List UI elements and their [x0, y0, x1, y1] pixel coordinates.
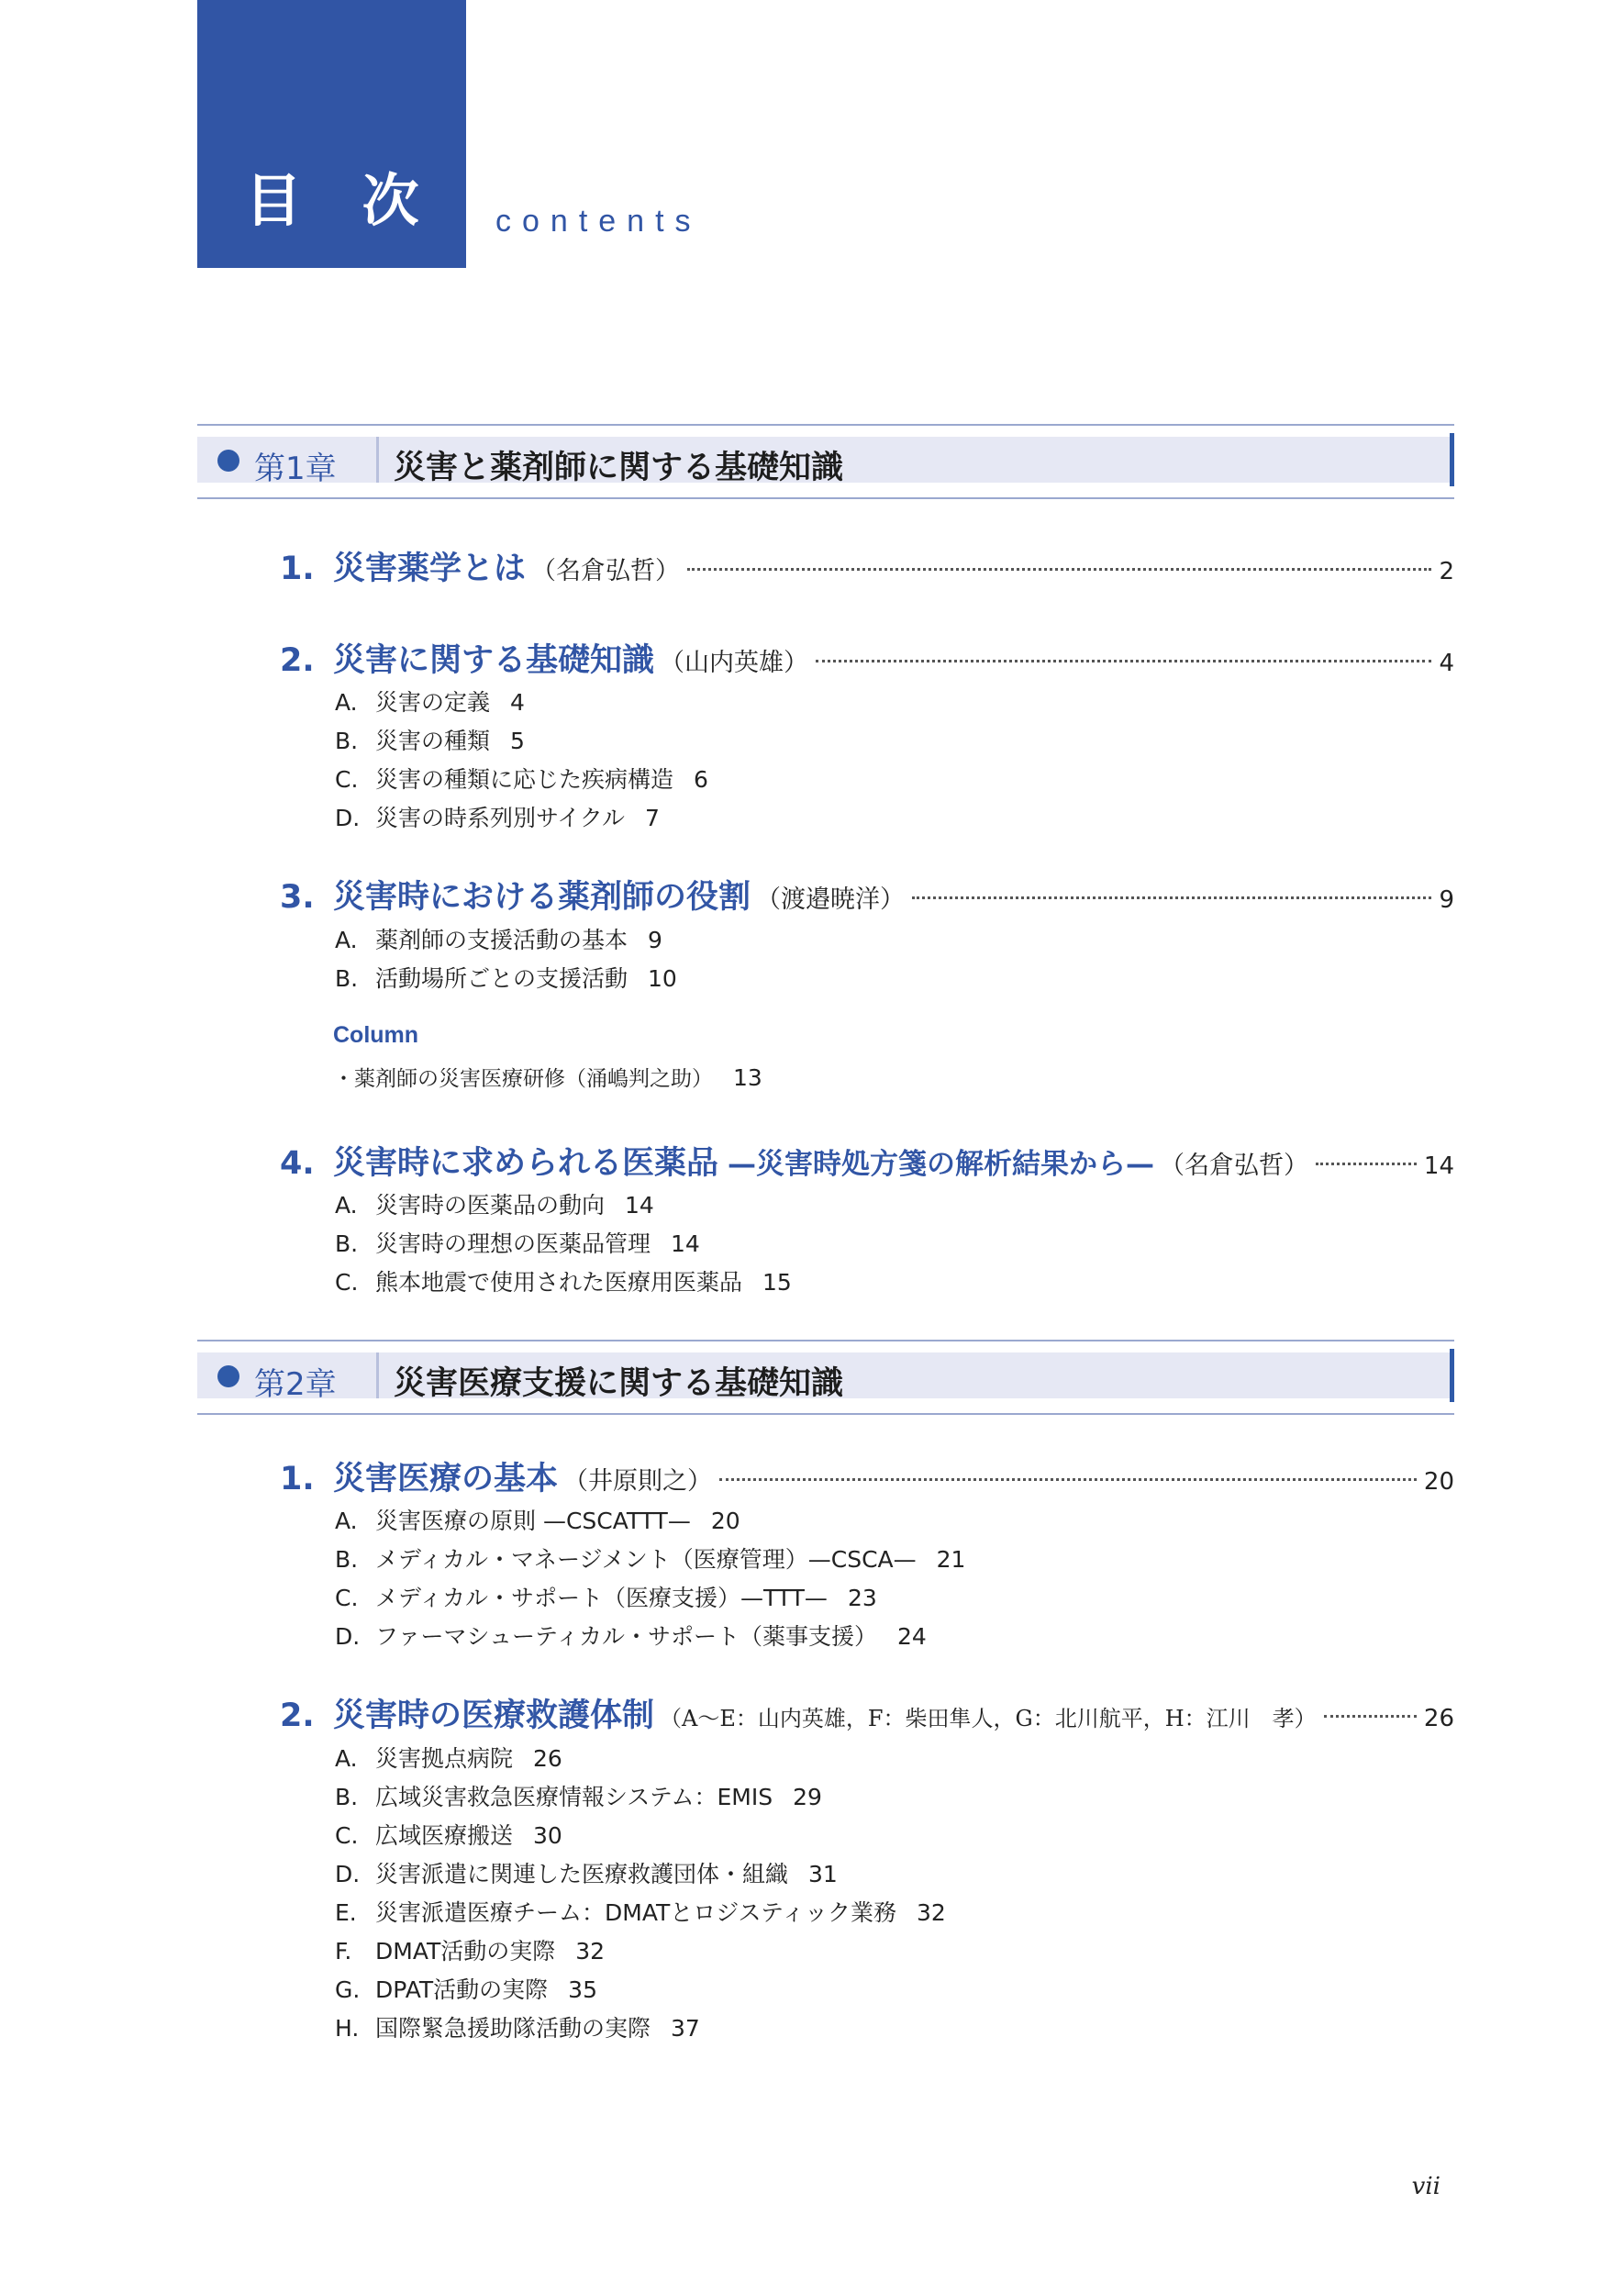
item-page: 20 [710, 1508, 740, 1534]
item-letter: D. [335, 1623, 361, 1650]
item-text: 災害時の医薬品の動向 [375, 1192, 606, 1219]
section-page: 4 [1439, 650, 1454, 677]
toc-item[interactable] [335, 807, 660, 829]
page-subtitle: contents [495, 204, 702, 239]
item-letter: A. [335, 1508, 358, 1534]
item-page: 14 [671, 1230, 700, 1257]
toc-item[interactable] [335, 729, 525, 752]
item-text: DPAT活動の実際 [375, 1976, 549, 2003]
item-letter: C. [335, 1269, 359, 1296]
divider [376, 437, 379, 483]
toc-item[interactable] [335, 1747, 562, 1770]
divider [376, 1352, 379, 1398]
item-letter: D. [335, 1861, 361, 1887]
section-number: 2. [280, 642, 315, 679]
item-text: 災害派遣医療チーム：DMATとロジスティック業務 [375, 1899, 897, 1926]
item-letter: B. [335, 1784, 359, 1810]
item-letter: C. [335, 1585, 359, 1611]
section-number: 3. [280, 879, 315, 916]
item-text: 災害の種類 [375, 728, 491, 754]
toc-section[interactable] [280, 872, 1454, 916]
column-page: 13 [733, 1064, 762, 1091]
toc-item[interactable] [335, 1901, 946, 1924]
item-page: 35 [568, 1976, 597, 2003]
toc-section[interactable] [280, 1453, 1454, 1497]
leader-dots [719, 1477, 1417, 1481]
section-number: 2. [280, 1697, 315, 1734]
section-author: （井原則之） [563, 1467, 713, 1496]
item-page: 31 [808, 1861, 838, 1887]
item-letter: A. [335, 1745, 358, 1772]
toc-section[interactable] [280, 1138, 1454, 1182]
section-page: 20 [1423, 1468, 1454, 1496]
item-text: メディカル・マネージメント（医療管理）—CSCA— [375, 1546, 917, 1573]
toc-item[interactable] [335, 1232, 700, 1255]
chapter-number: 第2章 [254, 1366, 337, 1403]
section-number: 1. [280, 551, 315, 587]
item-letter: B. [335, 728, 359, 754]
chapter-title: 災害医療支援に関する基礎知識 [394, 1365, 844, 1402]
item-page: 7 [645, 805, 660, 831]
section-author: （山内英雄） [660, 649, 809, 677]
item-page: 21 [936, 1546, 966, 1573]
section-title: 災害医療の基本 [333, 1461, 559, 1497]
item-letter: B. [335, 1230, 359, 1257]
section-title: 災害時の医療救護体制 [333, 1697, 655, 1734]
page-title: 目 次 [245, 167, 439, 234]
toc-section[interactable] [280, 1690, 1454, 1734]
item-page: 32 [575, 1938, 606, 1965]
section-page: 2 [1439, 558, 1454, 585]
item-page: 32 [917, 1899, 946, 1926]
item-text: 災害拠点病院 [375, 1745, 514, 1772]
toc-item[interactable] [335, 1978, 597, 2001]
item-page: 37 [671, 2015, 700, 2042]
toc-item[interactable] [335, 1194, 654, 1217]
item-text: 薬剤師の支援活動の基本 [375, 927, 628, 953]
leader-dots [912, 896, 1431, 899]
section-author: （A～E：山内英雄，F：柴田隼人，G：北川航平，H：江川 孝） [660, 1706, 1317, 1731]
item-text: 災害の時系列別サイクル [375, 805, 626, 831]
column-item[interactable] [333, 1062, 762, 1092]
toc-item[interactable] [335, 1824, 562, 1847]
item-letter: D. [335, 805, 361, 831]
item-text: 広域災害救急医療情報システム：EMIS [375, 1784, 773, 1810]
section-title: 災害時における薬剤師の役割 [333, 879, 751, 916]
item-letter: G. [335, 1976, 361, 2003]
item-text: 災害の定義 [375, 689, 491, 716]
item-text: 国際緊急援助隊活動の実際 [375, 2015, 651, 2042]
toc-item[interactable] [335, 929, 662, 952]
toc-item[interactable] [335, 691, 525, 714]
toc-item[interactable] [335, 1625, 927, 1648]
toc-item[interactable] [335, 1509, 740, 1532]
leader-dots [1316, 1162, 1417, 1165]
section-page: 9 [1439, 886, 1454, 914]
item-text: 広域医療搬送 [375, 1822, 514, 1849]
item-letter: A. [335, 689, 358, 716]
title-block [197, 0, 466, 268]
item-page: 10 [648, 965, 677, 992]
section-subtitle: —災害時処方箋の解析結果から— [728, 1148, 1155, 1181]
item-letter: C. [335, 766, 359, 793]
item-text: DMAT活動の実際 [375, 1938, 556, 1965]
toc-section[interactable] [280, 543, 1454, 587]
chapter-title: 災害と薬剤師に関する基礎知識 [394, 450, 844, 486]
item-text: ファーマシューティカル・サポート（薬事支援） [375, 1623, 878, 1650]
toc-item[interactable] [335, 2017, 700, 2040]
section-page: 26 [1423, 1705, 1454, 1732]
item-letter: H. [335, 2015, 360, 2042]
section-page: 14 [1423, 1152, 1454, 1180]
item-page: 30 [533, 1822, 562, 1849]
leader-dots [1324, 1714, 1417, 1718]
item-page: 23 [847, 1585, 877, 1611]
item-page: 4 [510, 689, 525, 716]
item-letter: E. [335, 1899, 357, 1926]
item-letter: A. [335, 927, 358, 953]
item-text: 災害の種類に応じた疾病構造 [375, 766, 674, 793]
hexagon-bullet-icon [217, 450, 239, 472]
item-text: 活動場所ごとの支援活動 [375, 965, 628, 992]
accent-bar [1450, 433, 1454, 486]
section-title: 災害に関する基礎知識 [333, 642, 655, 679]
item-text: 災害時の理想の医薬品管理 [375, 1230, 651, 1257]
section-title: 災害薬学とは [333, 551, 527, 587]
toc-item[interactable] [335, 967, 677, 990]
toc-item[interactable] [335, 1271, 792, 1294]
section-number: 1. [280, 1461, 315, 1497]
section-author: （渡邉暁洋） [756, 885, 906, 914]
item-page: 9 [648, 927, 662, 953]
accent-bar [1450, 1349, 1454, 1402]
toc-item[interactable] [335, 1548, 965, 1571]
chapter-header-1 [197, 424, 1454, 499]
toc-item[interactable] [335, 1940, 605, 1963]
item-page: 14 [625, 1192, 654, 1219]
item-text: 災害医療の原則 —CSCATTT— [375, 1508, 691, 1534]
column-heading: Column [333, 1022, 419, 1048]
item-letter: A. [335, 1192, 358, 1219]
item-letter: C. [335, 1822, 359, 1849]
hexagon-bullet-icon [217, 1365, 239, 1387]
chapter-header-2 [197, 1340, 1454, 1415]
leader-dots [816, 659, 1431, 662]
item-text: 熊本地震で使用された医療用医薬品 [375, 1269, 743, 1296]
page-number: vii [1411, 2173, 1440, 2200]
item-page: 5 [510, 728, 525, 754]
item-letter: B. [335, 1546, 359, 1573]
item-page: 24 [897, 1623, 927, 1650]
item-page: 26 [533, 1745, 562, 1772]
section-author: （名倉弘哲） [1160, 1152, 1309, 1180]
toc-item[interactable] [335, 768, 708, 791]
chapter-number: 第1章 [254, 451, 337, 487]
section-title: 災害時に求められる医薬品 [333, 1145, 719, 1182]
section-author: （名倉弘哲） [531, 557, 681, 585]
toc-item[interactable] [335, 1863, 838, 1886]
item-letter: F. [335, 1938, 352, 1965]
item-text: 災害派遣に関連した医療救護団体・組織 [375, 1861, 789, 1887]
leader-dots [687, 567, 1431, 571]
item-page: 6 [694, 766, 708, 793]
column-text: ・薬剤師の災害医療研修（涌嶋判之助） [333, 1067, 713, 1091]
item-page: 15 [762, 1269, 792, 1296]
section-number: 4. [280, 1145, 315, 1182]
item-letter: B. [335, 965, 359, 992]
toc-item[interactable] [335, 1786, 822, 1809]
toc-section[interactable] [280, 635, 1454, 679]
toc-item[interactable] [335, 1586, 877, 1609]
item-text: メディカル・サポート（医療支援）—TTT— [375, 1585, 828, 1611]
item-page: 29 [793, 1784, 822, 1810]
